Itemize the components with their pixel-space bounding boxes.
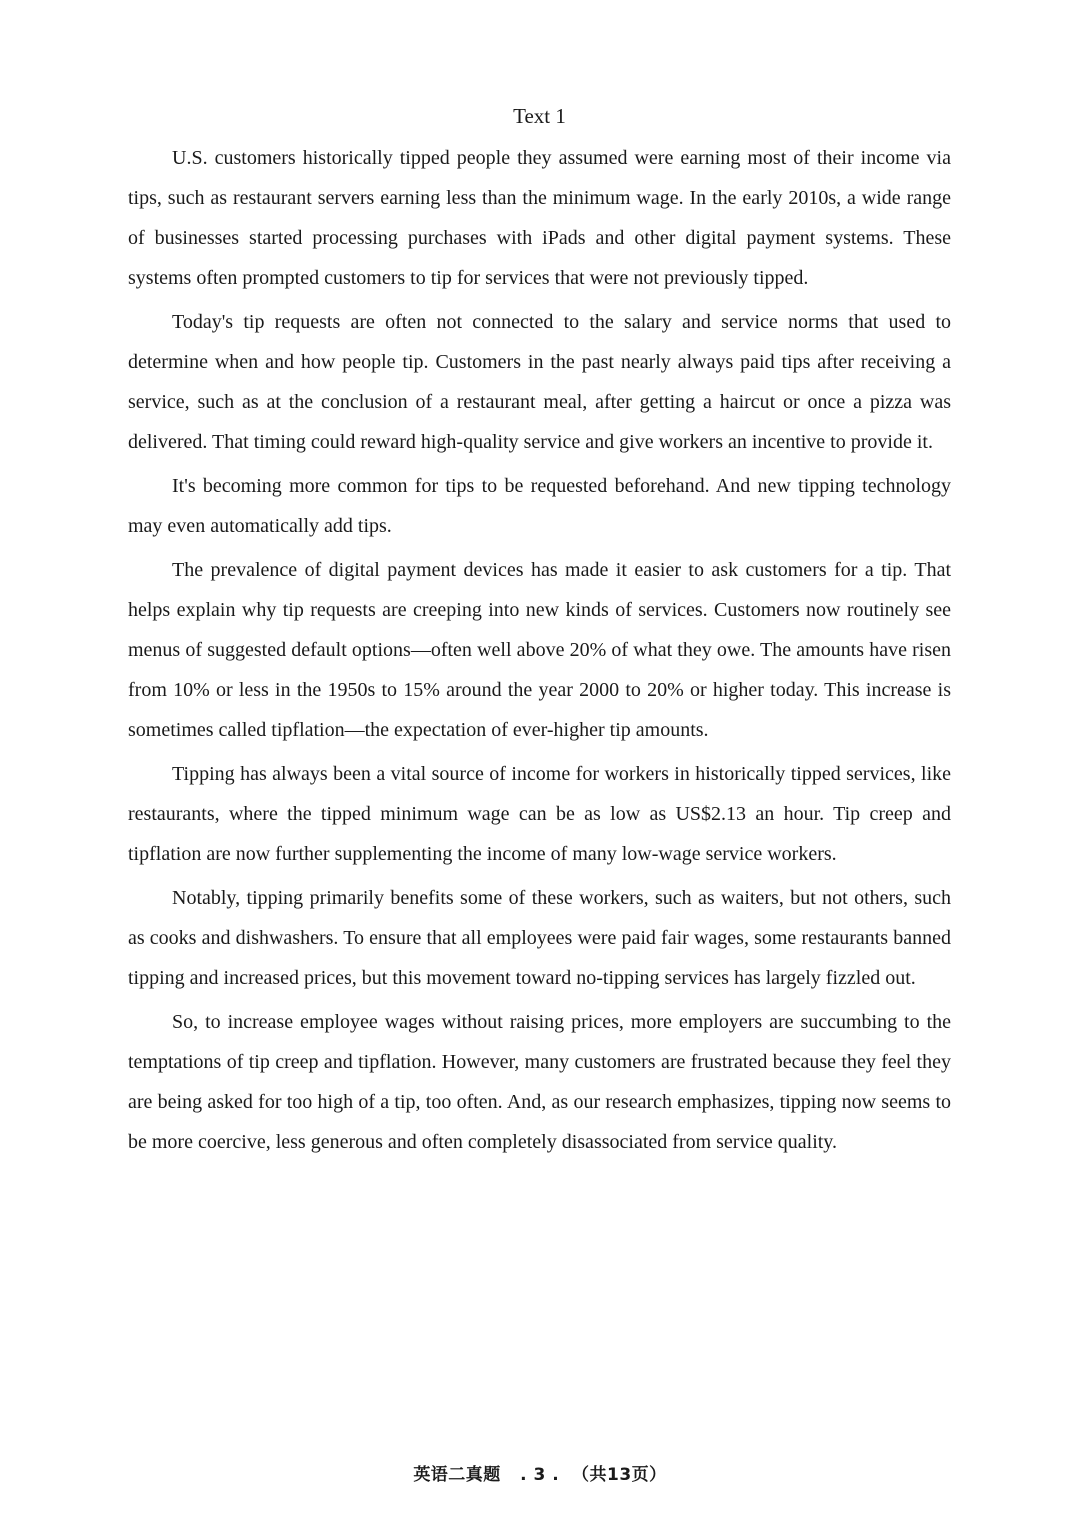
footer-exam-name: 英语二真题 [413, 1465, 501, 1485]
paragraph-5: Tipping has always been a vital source of income for workers in historically tipped services, like restaurants, where the tipped minimum wage can be as low as US$2.13 an hour. Tip creep and tipflation are now further supplementing the income of many low-wage service workers. [128, 763, 951, 865]
paragraph-6: Notably, tipping primarily benefits some of these workers, such as waiters, but not others, such as cooks and dishwashers. To ensure that all employees were paid fair wages, some restaurants banned tipping and increased prices, but this movement toward no-tipping services has largely fizzled out. [128, 887, 951, 989]
page-footer [0, 1460, 1080, 1485]
paragraph-7: So, to increase employee wages without raising prices, more employers are succumbing to the temptations of tip creep and tipflation. However, many customers are frustrated because they feel they are being asked for too high of a tip, too often. And, as our research emphasizes, tipping now seems to be more coercive, less generous and often completely disassociated from service quality. [128, 1011, 951, 1153]
paragraph-4: The prevalence of digital payment devices has made it easier to ask customers for a tip. That helps explain why tip requests are creeping into new kinds of services. Customers now routinely see menus of suggested default options—often well above 20% of what they owe. The amounts have risen from 10% or less in the 1950s to 15% around the year 2000 to 20% or higher today. This increase is sometimes called tipflation—the expectation of ever-higher tip amounts. [128, 559, 951, 741]
document-title: Text 1 [513, 104, 566, 128]
paragraph-2: Today's tip requests are often not connected to the salary and service norms that used to determine when and how people tip. Customers in the past nearly always paid tips after receiving a service, such as at the conclusion of a restaurant meal, after getting a haircut or once a pizza was delivered. That timing could reward high-quality service and give workers an incentive to provide it. [128, 311, 951, 453]
paragraph-3: It's becoming more common for tips to be requested beforehand. And new tipping technology may even automatically add tips. [128, 475, 951, 537]
paragraph-1: U.S. customers historically tipped people they assumed were earning most of their income via tips, such as restaurant servers earning less than the minimum wage. In the early 2010s, a wide range of businesses started processing purchases with iPads and other digital payment systems. These systems often prompted customers to tip for services that were not previously tipped. [128, 147, 951, 289]
footer-page-number: . 3 . [520, 1465, 560, 1485]
footer-total-pages: （共13页） [572, 1465, 667, 1485]
document-body [128, 98, 951, 1166]
